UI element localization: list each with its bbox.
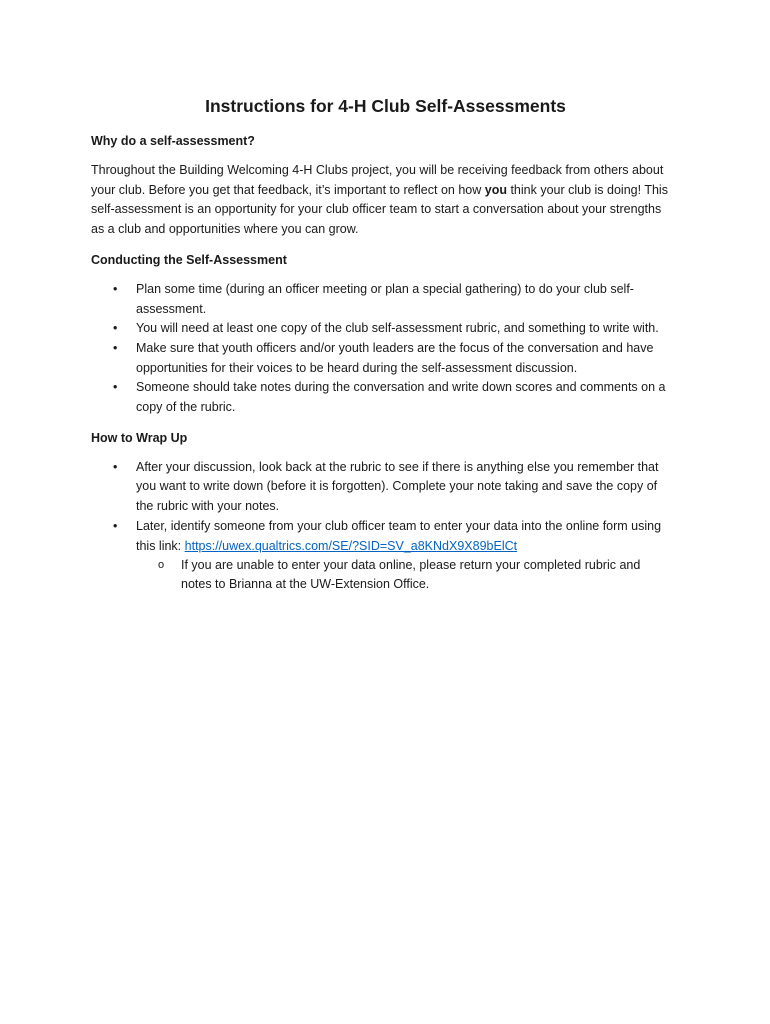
conducting-list xyxy=(91,280,674,418)
wrap-up-list xyxy=(91,458,674,595)
survey-link[interactable]: https://uwex.qualtrics.com/SE/?SID=SV_a8KNdX9X89bElCt xyxy=(184,538,518,553)
list-item xyxy=(91,517,674,594)
page-title: Instructions for 4-H Club Self-Assessments xyxy=(205,96,566,116)
list-item-text: Make sure that youth officers and/or youth leaders are the focus of the conversation and have opportunities for their voices to be heard during the self-assessment discussion. xyxy=(136,340,654,375)
bullet-icon: • xyxy=(113,380,118,395)
why-paragraph xyxy=(91,161,674,240)
list-item xyxy=(91,458,674,517)
list-item-text: Someone should take notes during the conversation and write down scores and comments on a copy of the rubric. xyxy=(136,380,666,415)
list-item-text: Later, identify someone from your club officer team to enter your data into the online form using this link: xyxy=(136,518,662,553)
sub-list-item xyxy=(136,556,674,594)
why-heading: Why do a self-assessment? xyxy=(91,134,255,148)
sub-list-item-text: If you are unable to enter your data online, please return your completed rubric and notes to Brianna at the UW-Extension Office. xyxy=(181,558,641,592)
bullet-icon: • xyxy=(113,459,118,474)
why-emphasis: you xyxy=(484,182,507,197)
circle-bullet-icon: o xyxy=(158,559,165,572)
list-item-text: You will need at least one copy of the club self-assessment rubric, and something to write with. xyxy=(136,321,659,336)
why-text-after: think your club is doing! This self-assessment is an opportunity for your club officer team to start a conversation about your strengths as a club and opportunities where you can grow. xyxy=(91,182,668,237)
list-item xyxy=(91,280,674,319)
conducting-heading: Conducting the Self-Assessment xyxy=(91,252,287,267)
bullet-icon: • xyxy=(113,321,118,336)
list-item xyxy=(91,378,674,417)
why-text-before: Throughout the Building Welcoming 4-H Clubs project, you will be receiving feedback from others about your club. Before you get that feedback, it’s important to reflect on how xyxy=(91,163,664,197)
bullet-icon: • xyxy=(113,281,118,296)
bullet-icon: • xyxy=(113,518,118,533)
list-item-text: Plan some time (during an officer meeting or plan a special gathering) to do your club self-assessment. xyxy=(136,281,634,316)
bullet-icon: • xyxy=(113,340,118,355)
list-item xyxy=(91,339,674,378)
wrap-up-sub-list xyxy=(136,556,674,594)
list-item xyxy=(91,319,674,339)
wrap-up-heading: How to Wrap Up xyxy=(91,430,188,445)
list-item-text: After your discussion, look back at the rubric to see if there is anything else you remember that you want to write down (before it is forgotten). Complete your note taking and save the copy of the rubric with your notes. xyxy=(136,459,659,514)
